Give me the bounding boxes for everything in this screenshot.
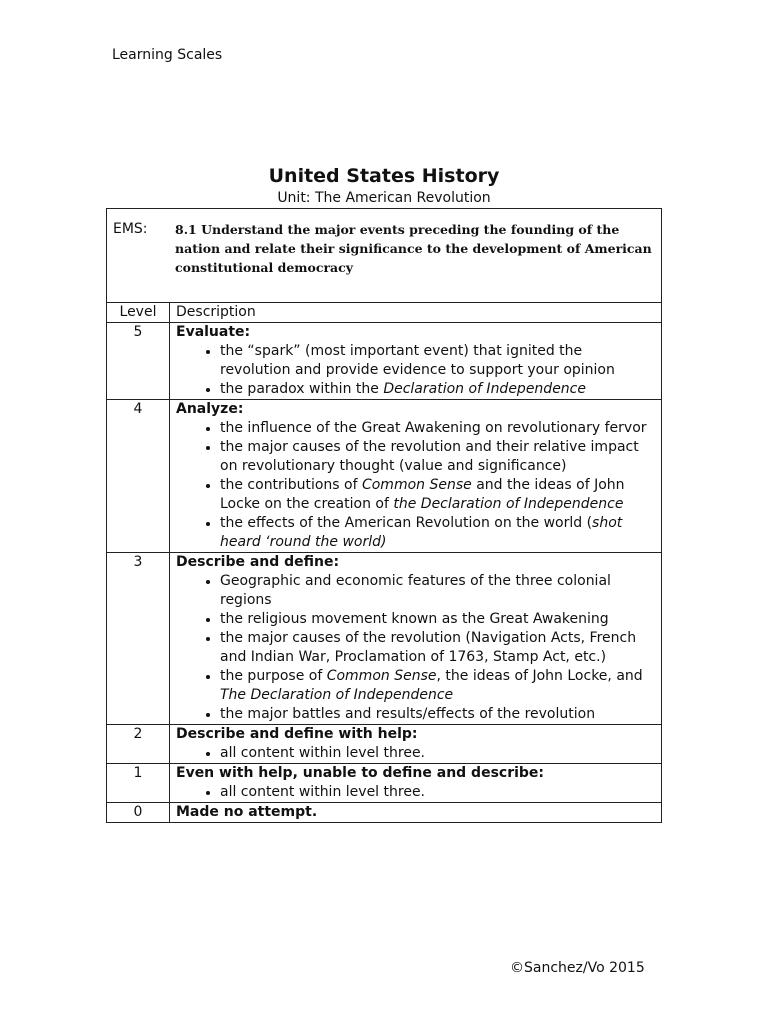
criteria-text: all content within level three. bbox=[220, 784, 426, 800]
criteria-list bbox=[176, 342, 655, 399]
level-number: 0 bbox=[107, 803, 170, 823]
criteria-list bbox=[176, 744, 655, 763]
criteria-text: Geographic and economic features of the three colonial regions bbox=[220, 573, 611, 608]
list-item bbox=[220, 629, 655, 667]
ems-cell bbox=[107, 209, 662, 303]
ems-standard-text: 8.1 Understand the major events preceding the founding of the nation and relate their significance to the development of American constitutional democracy bbox=[175, 222, 652, 275]
level-number: 4 bbox=[107, 400, 170, 553]
list-item bbox=[220, 667, 655, 705]
level-number: 5 bbox=[107, 323, 170, 400]
copyright-footer: ©Sanchez/Vo 2015 bbox=[510, 960, 645, 976]
level-number: 1 bbox=[107, 764, 170, 803]
criteria-text: and the ideas of John Locke on the creation of bbox=[220, 477, 625, 512]
list-item bbox=[220, 380, 655, 399]
table-row bbox=[107, 323, 662, 400]
criteria-list bbox=[176, 783, 655, 802]
list-item bbox=[220, 610, 655, 629]
header-label: Learning Scales bbox=[112, 47, 223, 63]
italic-title-text: shot heard ‘round the world) bbox=[220, 515, 623, 550]
table-row bbox=[107, 553, 662, 725]
level-category: Evaluate: bbox=[176, 324, 251, 340]
criteria-text: the major causes of the revolution (Navigation Acts, French and Indian War, Proclamation of 1763, Stamp Act, etc.) bbox=[220, 630, 637, 665]
table-row bbox=[107, 764, 662, 803]
ems-row bbox=[107, 209, 662, 303]
level-category: Describe and define with help: bbox=[176, 726, 418, 742]
criteria-text: all content within level three. bbox=[220, 745, 426, 761]
criteria-text: the effects of the American Revolution on the world ( bbox=[220, 515, 593, 531]
italic-title-text: The Declaration of Independence bbox=[220, 687, 454, 703]
criteria-text: the contributions of bbox=[220, 477, 362, 493]
criteria-list bbox=[176, 572, 655, 724]
list-item bbox=[220, 419, 655, 438]
column-header-description: Description bbox=[170, 303, 662, 323]
level-number: 3 bbox=[107, 553, 170, 725]
table-row bbox=[107, 725, 662, 764]
column-header-level: Level bbox=[107, 303, 170, 323]
italic-title-text: Common Sense bbox=[326, 668, 437, 684]
table-row bbox=[107, 803, 662, 823]
italic-title-text: the Declaration of Independence bbox=[393, 496, 624, 512]
criteria-text: the paradox within the bbox=[220, 381, 384, 397]
italic-title-text: Common Sense bbox=[361, 477, 472, 493]
level-description bbox=[170, 323, 662, 400]
criteria-text: the major battles and results/effects of the revolution bbox=[220, 706, 596, 722]
unit-subtitle: Unit: The American Revolution bbox=[277, 190, 491, 206]
level-description bbox=[170, 725, 662, 764]
list-item bbox=[220, 572, 655, 610]
table-header-row bbox=[107, 303, 662, 323]
learning-scale-table bbox=[106, 208, 662, 823]
criteria-text: the purpose of bbox=[220, 668, 327, 684]
criteria-text: the religious movement known as the Great Awakening bbox=[220, 611, 609, 627]
level-category: Analyze: bbox=[176, 401, 244, 417]
level-description bbox=[170, 400, 662, 553]
list-item bbox=[220, 342, 655, 380]
criteria-text: the influence of the Great Awakening on revolutionary fervor bbox=[220, 420, 647, 436]
level-category: Describe and define: bbox=[176, 554, 340, 570]
list-item bbox=[220, 514, 655, 552]
list-item bbox=[220, 476, 655, 514]
level-category: Made no attempt. bbox=[176, 804, 318, 820]
list-item bbox=[220, 705, 655, 724]
list-item bbox=[220, 783, 655, 802]
level-number: 2 bbox=[107, 725, 170, 764]
table-row bbox=[107, 400, 662, 553]
level-description bbox=[170, 553, 662, 725]
list-item bbox=[220, 438, 655, 476]
level-category: Even with help, unable to define and describe: bbox=[176, 765, 545, 781]
criteria-list bbox=[176, 419, 655, 552]
page-title: United States History bbox=[268, 165, 500, 187]
ems-label: EMS: bbox=[113, 221, 148, 237]
level-description bbox=[170, 803, 662, 823]
list-item bbox=[220, 744, 655, 763]
criteria-text: , the ideas of John Locke, and bbox=[436, 668, 643, 684]
level-description bbox=[170, 764, 662, 803]
criteria-text: the major causes of the revolution and their relative impact on revolutionary thought (value and significance) bbox=[220, 439, 639, 474]
criteria-text: the “spark” (most important event) that ignited the revolution and provide evidence to support your opinion bbox=[220, 343, 615, 378]
italic-title-text: Declaration of Independence bbox=[383, 381, 586, 397]
